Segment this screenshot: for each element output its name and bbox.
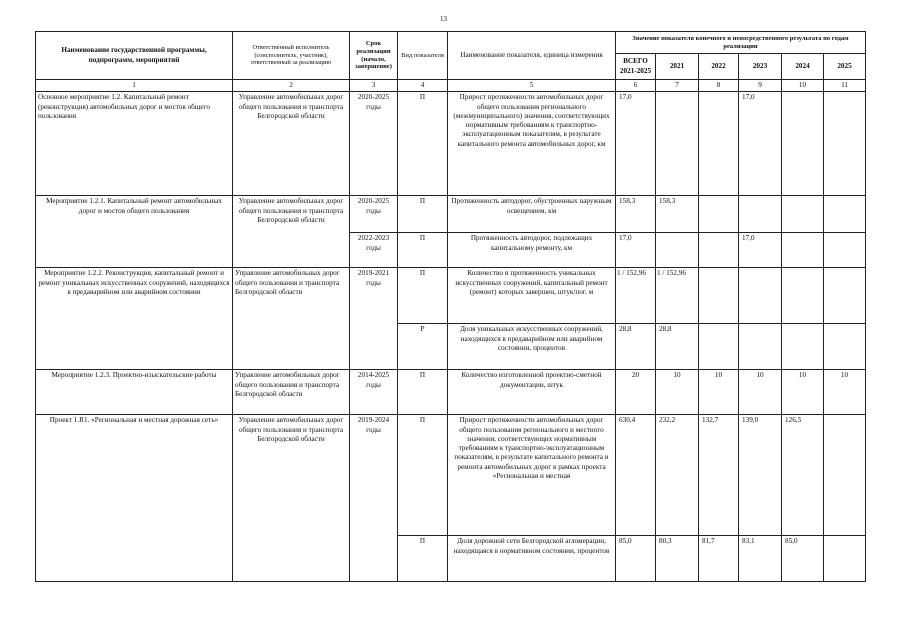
value-2022 — [699, 196, 739, 233]
value-2025 — [824, 415, 866, 536]
value-2021: 28,8 — [656, 324, 699, 370]
value-total: 158,3 — [616, 196, 656, 233]
column-number: 1 — [36, 80, 233, 92]
indicator-table — [35, 31, 866, 582]
value-2021: 80,3 — [656, 536, 699, 582]
page-number: 13 — [440, 15, 447, 23]
value-2022: 10 — [699, 370, 739, 415]
type-cell: П — [398, 196, 448, 233]
column-number: 2 — [233, 80, 350, 92]
value-2023 — [739, 268, 782, 324]
value-2023 — [739, 196, 782, 233]
type-cell: П — [398, 415, 448, 536]
value-2022: 81,7 — [699, 536, 739, 582]
column-number: 8 — [699, 80, 739, 92]
indicator-cell: Прирост протяженности автомобильных дорог общего пользования регионального и местного значения, соответствующих нормативным требованиям к транспортно-эксплуатационным показателям, в результате капитального ремонта и ремонта автомобильных дорог в рамках проекта «Региональная и местная — [448, 415, 616, 536]
header-year-2021: 2021 — [656, 54, 699, 80]
header-term: Срок реализации (начало, завершение) — [350, 32, 398, 80]
value-2021: 1 / 152,96 — [656, 268, 699, 324]
value-2023 — [739, 324, 782, 370]
value-total: 1 / 152,96 — [616, 268, 656, 324]
term-cell: 2020-2025 годы — [350, 92, 398, 196]
value-2021: 232,2 — [656, 415, 699, 536]
header-year-2022: 2022 — [699, 54, 739, 80]
value-2021: 10 — [656, 370, 699, 415]
indicator-cell: Протяженность автодорог, подлежащих капитальному ремонту, км — [448, 233, 616, 268]
term-cell: 2014-2025 годы — [350, 370, 398, 415]
value-2025 — [824, 536, 866, 582]
header-indicator: Наименование показателя, единица измерения — [448, 32, 616, 80]
executor-cell: Управление автомобильных дорог общего пользования и транспорта Белгородской области — [233, 196, 350, 268]
executor-cell: Управление автомобильных дорог общего пользования и транспорта Белгородской области — [233, 370, 350, 415]
table-row — [36, 370, 866, 415]
value-2022 — [699, 324, 739, 370]
indicator-cell: Доля дорожной сети Белгородской агломерации, находящаяся в нормативном состоянии, процентов — [448, 536, 616, 582]
header-year-2023: 2023 — [739, 54, 782, 80]
type-cell: П — [398, 536, 448, 582]
value-2024 — [782, 233, 824, 268]
column-number-row — [36, 80, 866, 92]
table-row — [36, 196, 866, 233]
term-cell: 2020-2025 годы — [350, 196, 398, 233]
value-2024: 10 — [782, 370, 824, 415]
term-cell: 2019-2021 годы — [350, 268, 398, 370]
measure-name: Мероприятие 1.2.2. Реконструкция, капитальный ремонт и ремонт уникальных искусственных сооружений, находящихся в предаварийном или аварийном состоянии — [36, 268, 233, 370]
column-number: 3 — [350, 80, 398, 92]
indicator-cell: Протяженность автодорог, обустроенных наружным освещением, км — [448, 196, 616, 233]
header-executor: Ответственный исполнитель (соисполнитель, участник), ответственный за реализацию — [233, 32, 350, 80]
value-2021: 158,3 — [656, 196, 699, 233]
value-2024: 126,5 — [782, 415, 824, 536]
type-cell: П — [398, 268, 448, 324]
value-2023: 10 — [739, 370, 782, 415]
column-number: 5 — [448, 80, 616, 92]
value-2023: 17,0 — [739, 233, 782, 268]
indicator-cell: Прирост протяженности автомобильных дорог общего пользования регионального (межмуниципального) значения, соответствующих нормативным требованиям к транспортно-эксплуатационным показателям, в результате капитального ремонта автомобильных дорог, км — [448, 92, 616, 196]
value-total: 630,4 — [616, 415, 656, 536]
header-year-total: ВСЕГО 2021-2025 — [616, 54, 656, 80]
value-total: 85,0 — [616, 536, 656, 582]
value-2025 — [824, 233, 866, 268]
value-2022: 132,7 — [699, 415, 739, 536]
column-number: 10 — [782, 80, 824, 92]
value-2024: 85,0 — [782, 536, 824, 582]
value-2021 — [656, 233, 699, 268]
value-2025 — [824, 268, 866, 324]
value-2022 — [699, 268, 739, 324]
executor-cell: Управление автомобильных дорог общего пользования и транспорта Белгородской области — [233, 268, 350, 370]
column-number: 7 — [656, 80, 699, 92]
table-row — [36, 268, 866, 324]
header-year-2024: 2024 — [782, 54, 824, 80]
value-2024 — [782, 196, 824, 233]
header-value-group: Значение показателя конечного и непосредственного результата по годам реализации — [616, 32, 866, 54]
header-type: Вид показателя — [398, 32, 448, 80]
measure-name: Проект 1.R1. «Региональная и местная дорожная сеть» — [36, 415, 233, 582]
value-2024 — [782, 92, 824, 196]
value-2025: 10 — [824, 370, 866, 415]
column-number: 11 — [824, 80, 866, 92]
measure-name: Мероприятие 1.2.3. Проектно-изыскательские работы — [36, 370, 233, 415]
value-2024 — [782, 268, 824, 324]
column-number: 6 — [616, 80, 656, 92]
indicator-cell: Доля уникальных искусственных сооружений, находящихся в предаварийном или аварийном состоянии, процентов — [448, 324, 616, 370]
measure-name: Основное мероприятие 1.2. Капитальный ремонт (реконструкция) автомобильных дорог и мостов общего пользования — [36, 92, 233, 196]
executor-cell: Управление автомобильных дорог общего пользования и транспорта Белгородской области — [233, 415, 350, 582]
term-cell: 2019-2024 годы — [350, 415, 398, 582]
term-cell: 2022-2023 годы — [350, 233, 398, 268]
value-2025 — [824, 196, 866, 233]
value-2024 — [782, 324, 824, 370]
executor-cell: Управление автомобильных дорог общего пользования и транспорта Белгородской области — [233, 92, 350, 196]
indicator-cell: Количество изготовленной проектно-сметной документации, штук — [448, 370, 616, 415]
value-total: 20 — [616, 370, 656, 415]
type-cell: Р — [398, 324, 448, 370]
column-number: 4 — [398, 80, 448, 92]
value-2021 — [656, 92, 699, 196]
measure-name: Мероприятие 1.2.1. Капитальный ремонт автомобильных дорог и мостов общего пользования — [36, 196, 233, 268]
value-total: 17,0 — [616, 92, 656, 196]
value-2022 — [699, 233, 739, 268]
value-2025 — [824, 92, 866, 196]
type-cell: П — [398, 92, 448, 196]
type-cell: П — [398, 370, 448, 415]
table-row — [36, 92, 866, 196]
type-cell: П — [398, 233, 448, 268]
value-total: 28,8 — [616, 324, 656, 370]
value-total: 17,0 — [616, 233, 656, 268]
value-2023: 139,0 — [739, 415, 782, 536]
value-2025 — [824, 324, 866, 370]
value-2022 — [699, 92, 739, 196]
value-2023: 17,0 — [739, 92, 782, 196]
table-row — [36, 415, 866, 536]
header-name: Наименование государственной программы, подпрограмм, мероприятий — [36, 32, 233, 80]
value-2023: 83,1 — [739, 536, 782, 582]
indicator-cell: Количество и протяженность уникальных искусственных сооружений, капитальный ремонт (ремонт) которых завершен, штук/пог. м — [448, 268, 616, 324]
header-year-2025: 2025 — [824, 54, 866, 80]
column-number: 9 — [739, 80, 782, 92]
